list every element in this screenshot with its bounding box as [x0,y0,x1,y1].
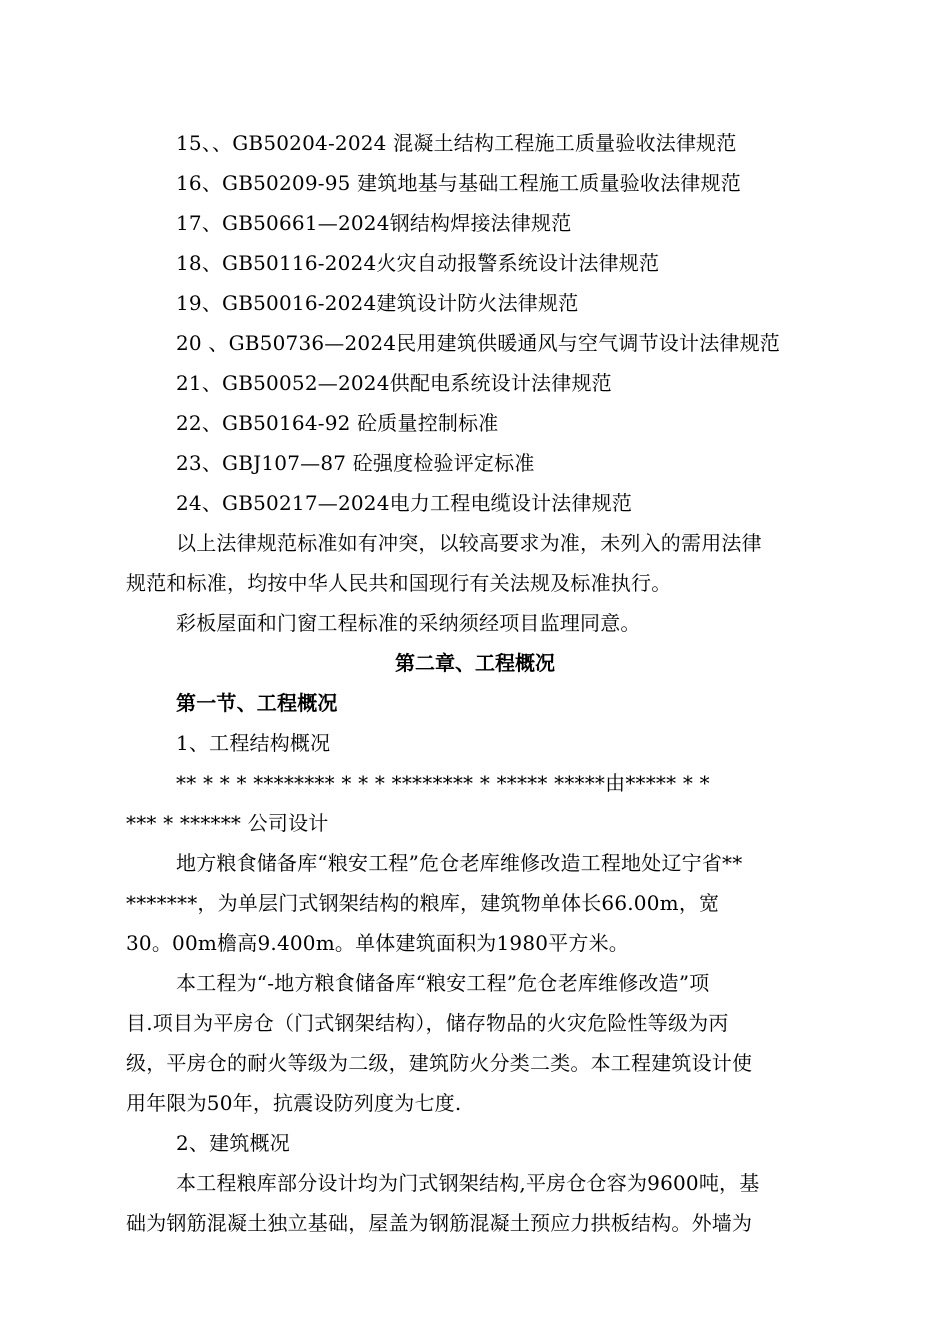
standard-item-15: 15、、GB50204-2024 混凝土结构工程施工质量验收法律规范 [176,131,737,155]
note-paragraph-line-1: 以上法律规范标准如有冲突，以较高要求为准，未列入的需用法律 [176,531,762,555]
section-title: 第一节、工程概况 [176,691,338,715]
standard-item-21: 21、GB50052—2024供配电系统设计法律规范 [176,371,612,395]
standard-item-24: 24、GB50217—2024电力工程电缆设计法律规范 [176,491,633,515]
approval-note: 彩板屋面和门窗工程标准的采纳须经项目监理同意。 [176,611,641,635]
standard-item-17: 17、GB50661—2024钢结构焊接法律规范 [176,211,572,235]
project-line-3: 级，平房仓的耐火等级为二级，建筑防火分类二类。本工程建筑设计使 [126,1051,753,1075]
location-line-2: *******，为单层门式钢架结构的粮库，建筑物单体长66.00m，宽 [126,891,720,915]
designer-line-2: *** * ****** 公司设计 [126,811,329,835]
standard-item-19: 19、GB50016-2024建筑设计防火法律规范 [176,291,579,315]
building-line-1: 本工程粮库部分设计均为门式钢架结构,平房仓仓容为9600吨，基 [176,1171,760,1195]
standard-item-16: 16、GB50209-95 建筑地基与基础工程施工质量验收法律规范 [176,171,741,195]
chapter-title: 第二章、工程概况 [395,651,555,675]
location-line-3: 30。00m檐高9.400m。单体建筑面积为1980平方米。 [126,931,629,955]
note-paragraph-line-2: 规范和标准，均按中华人民共和国现行有关法规及标准执行。 [126,571,672,595]
standard-item-18: 18、GB50116-2024火灾自动报警系统设计法律规范 [176,251,660,275]
item-1-title: 1、工程结构概况 [176,731,331,755]
designer-line-1: ** * * * ******** * * * ******** * ***** *****由***** * * [176,771,710,795]
building-line-2: 础为钢筋混凝土独立基础，屋盖为钢筋混凝土预应力拱板结构。外墙为 [126,1211,753,1235]
item-2-title: 2、建筑概况 [176,1131,290,1155]
project-line-2: 目.项目为平房仓（门式钢架结构），储存物品的火灾危险性等级为丙 [126,1011,729,1035]
project-line-1: 本工程为“-地方粮食储备库“粮安工程”危仓老库维修改造”项 [176,971,710,995]
standard-item-23: 23、GBJ107—87 砼强度检验评定标准 [176,451,535,475]
project-line-4: 用年限为50年，抗震设防列度为七度. [126,1091,462,1115]
location-line-1: 地方粮食储备库“粮安工程”危仓老库维修改造工程地处辽宁省** [176,851,743,875]
standard-item-22: 22、GB50164-92 砼质量控制标准 [176,411,499,435]
standard-item-20: 20 、GB50736—2024民用建筑供暖通风与空气调节设计法律规范 [176,331,781,355]
